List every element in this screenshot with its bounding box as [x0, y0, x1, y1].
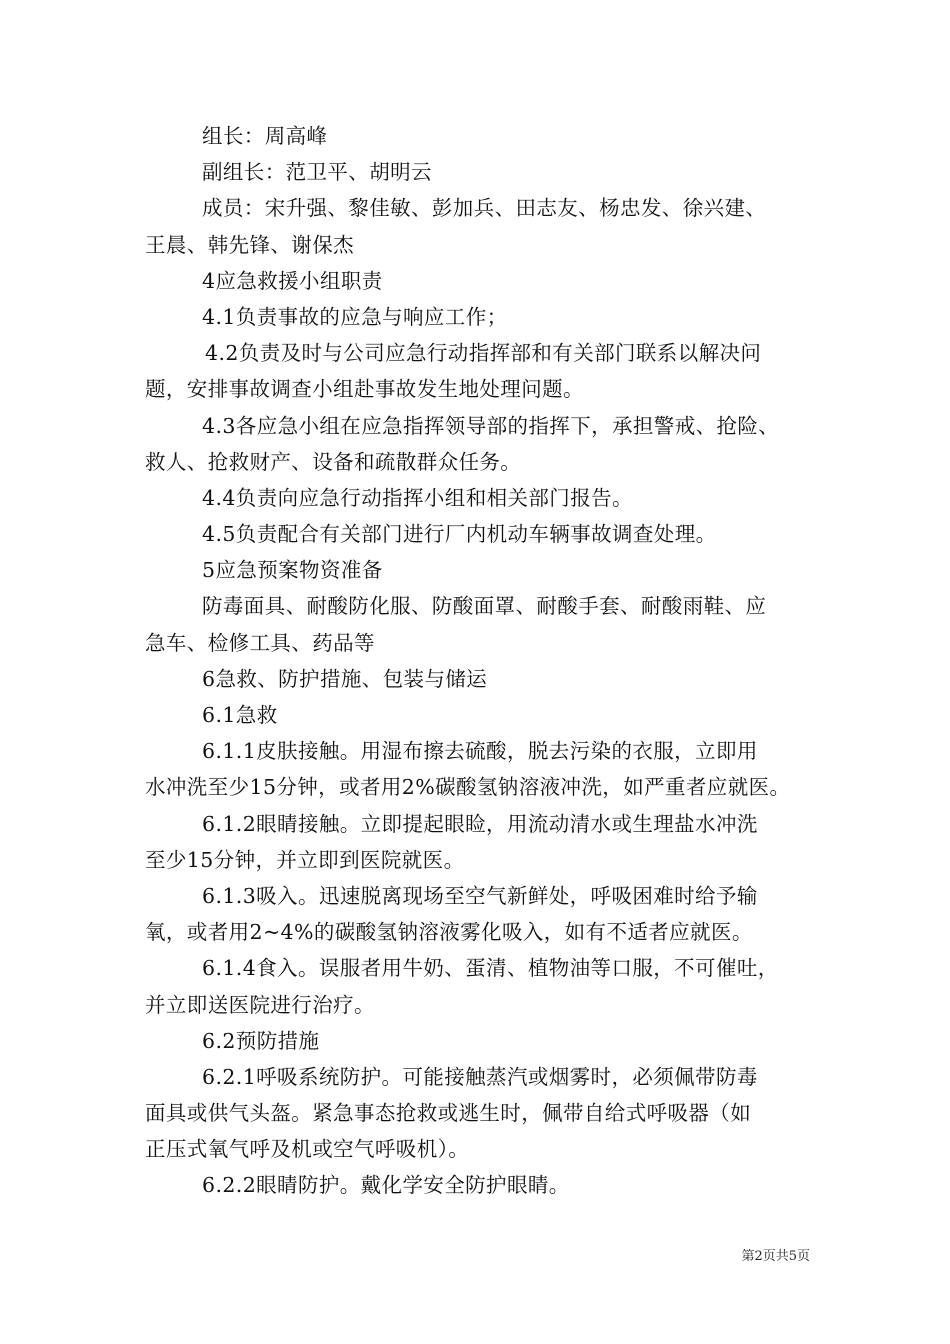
text-line: 面具或供气头盔。紧急事态抢救或逃生时，佩带自给式呼吸器（如: [145, 1101, 752, 1126]
text-line: 急车、检修工具、药品等: [145, 630, 375, 655]
page-number: 第2页共5页: [741, 1249, 810, 1264]
text-line: 6.1.3吸入。迅速脱离现场至空气新鲜处，呼吸困难时给予输: [202, 883, 758, 908]
document-body: [145, 118, 810, 1204]
text-line: 4.1负责事故的应急与响应工作；: [202, 304, 508, 329]
text-line: 正压式氧气呼及机或空气呼吸机）。: [145, 1137, 470, 1162]
text-line: 4.5负责配合有关部门进行厂内机动车辆事故调查处理。: [202, 522, 717, 547]
text-line: 成员：宋升强、黎佳敏、彭加兵、田志友、杨忠发、徐兴建、: [202, 196, 767, 221]
text-line: 氧，或者用2~4%的碳酸氢钠溶液雾化吸入，如有不适者应就医。: [145, 920, 753, 945]
text-line: 6.1.4食入。误服者用牛奶、蛋清、植物油等口服，不可催吐，: [202, 956, 779, 981]
text-line: 6.2.2眼睛防护。戴化学安全防护眼睛。: [202, 1173, 570, 1198]
text-line: 并立即送医院进行治疗。: [145, 992, 375, 1017]
subsection-heading: 6.1急救: [202, 703, 278, 727]
text-line: 6.1.1皮肤接触。用湿布擦去硫酸，脱去污染的衣服，立即用: [202, 739, 758, 764]
text-line: 题，安排事故调查小组赴事故发生地处理问题。: [145, 377, 584, 402]
text-line: 4.4负责向应急行动指挥小组和相关部门报告。: [202, 485, 633, 510]
section-heading: 5应急预案物资准备: [202, 558, 383, 583]
text-line: 4.2负责及时与公司应急行动指挥部和有关部门联系以解决问: [205, 341, 762, 366]
text-line: 水冲洗至少15分钟，或者用2%碳酸氢钠溶液冲洗，如严重者应就医。: [145, 775, 791, 800]
text-line: 4.3各应急小组在应急指挥领导部的指挥下，承担警戒、抢险、: [202, 413, 780, 438]
subsection-heading: 6.2预防措施: [202, 1028, 320, 1053]
section-heading: 4应急救援小组职责: [202, 268, 383, 293]
text-line: 6.1.2眼睛接触。立即提起眼睑，用流动清水或生理盐水冲洗: [202, 811, 758, 836]
text-line: 组长：周高峰: [202, 124, 328, 148]
text-line: 王晨、韩先锋、谢保杰: [145, 232, 354, 257]
text-line: 6.2.1呼吸系统防护。可能接触蒸汽或烟雾时，必须佩带防毒: [202, 1064, 758, 1089]
text-line: 副组长：范卫平、胡明云: [202, 160, 432, 185]
text-line: 至少15分钟，并立即到医院就医。: [145, 847, 465, 872]
text-line: 防毒面具、耐酸防化服、防酸面罩、耐酸手套、耐酸雨鞋、应: [202, 594, 767, 619]
text-line: 救人、抢救财产、设备和疏散群众任务。: [145, 449, 522, 474]
section-heading: 6急救、防护措施、包装与储运: [202, 666, 488, 691]
